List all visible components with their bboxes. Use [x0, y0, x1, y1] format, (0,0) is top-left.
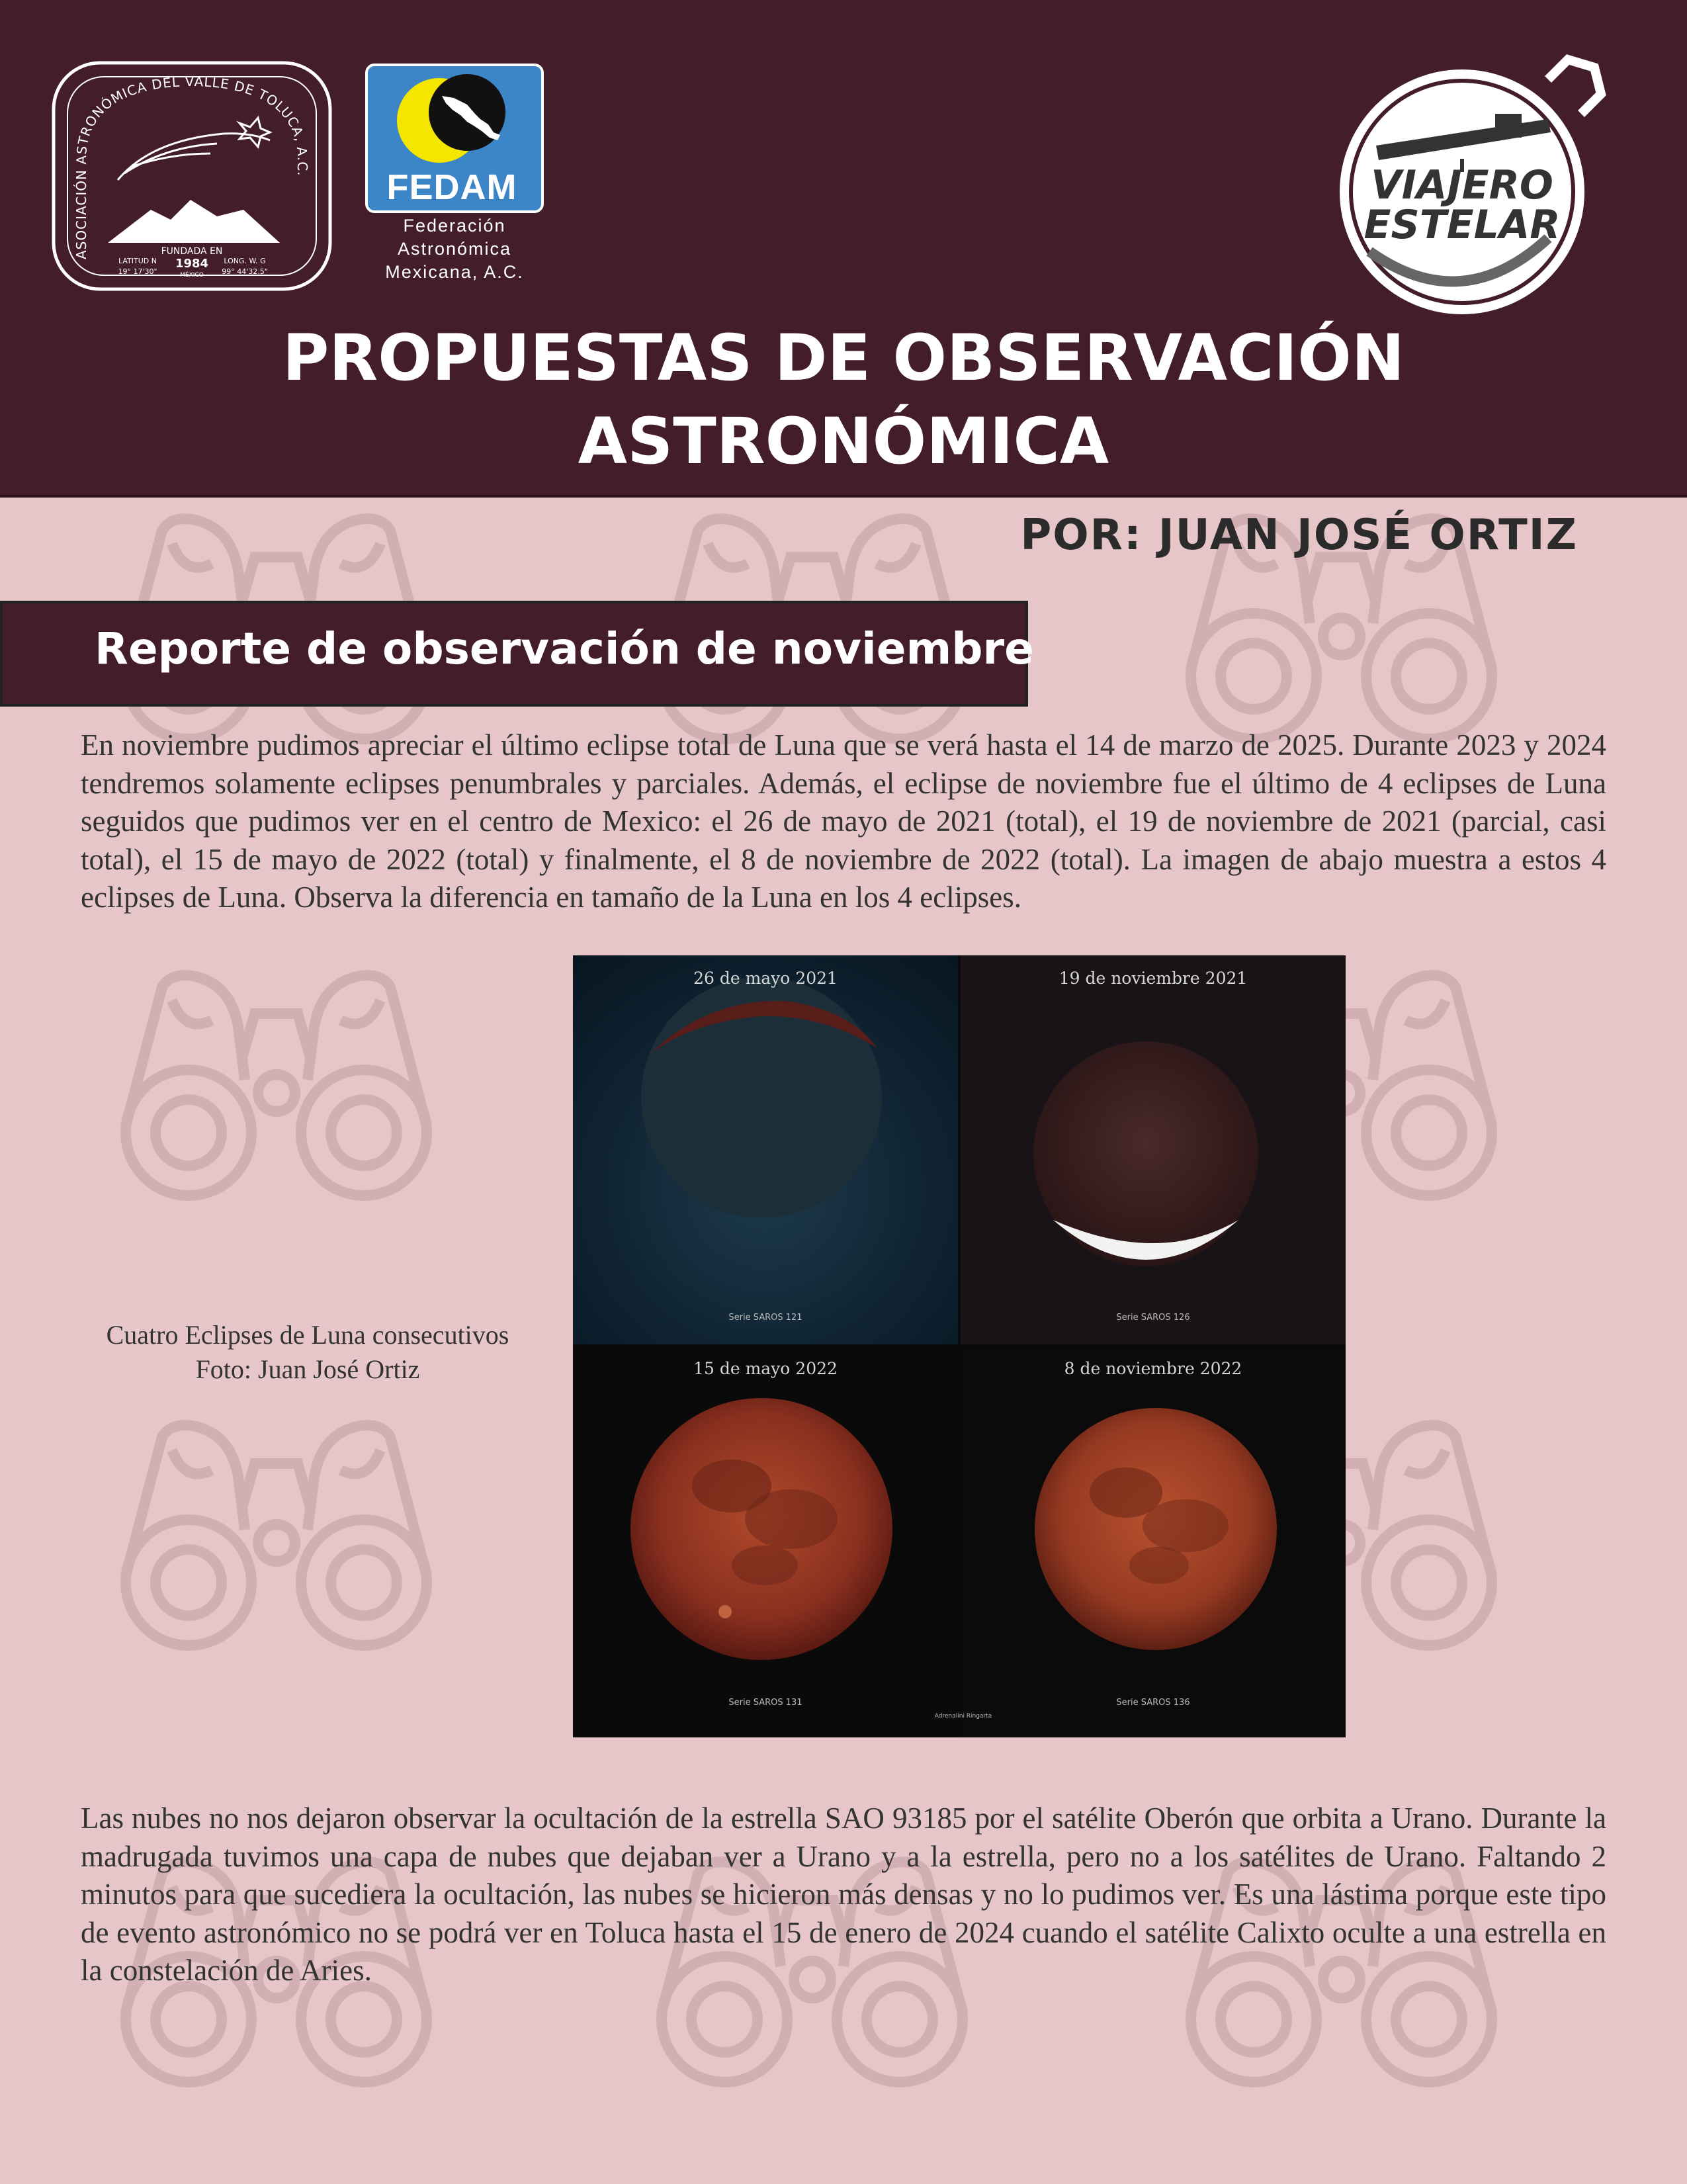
viajero-line2: ESTELAR: [1363, 202, 1561, 248]
avt-founded-year: 1984: [175, 257, 209, 271]
eclipse-date-label: 19 de noviembre 2021: [1059, 969, 1248, 988]
crescent-moon-mark-icon: [935, 1643, 988, 1710]
title-line-1: PROPUESTAS DE OBSERVACIÓN: [282, 321, 1405, 395]
eclipse-panel: [573, 955, 958, 1344]
section-title: Reporte de observación de noviembre: [95, 623, 1034, 674]
moon-image: [961, 955, 1346, 1344]
caption-line-1: Cuatro Eclipses de Luna consecutivos: [106, 1320, 509, 1350]
page-title: [182, 316, 1505, 483]
eclipse-panel: [961, 1347, 1346, 1737]
fedam-subtitle-line: Mexicana, A.C.: [385, 262, 524, 282]
saros-label: Serie SAROS 126: [1116, 1313, 1190, 1323]
saros-label: Serie SAROS 131: [728, 1698, 802, 1708]
avt-latitude-label: LATITUD N: [118, 257, 157, 265]
moon-image: [573, 1347, 958, 1737]
fedam-subtitle: [352, 214, 557, 284]
fedam-subtitle-line: Astronómica: [397, 239, 512, 259]
viajero-estelar-logo: [1330, 40, 1621, 331]
photographer-mark: Adrenalini Ringarta: [934, 1713, 992, 1720]
avt-logo-arc-text: ASOCIACIÓN ASTRONÓMICA DEL VALLE DE TOLUCA, A.C.: [73, 73, 311, 259]
avt-logo: [52, 61, 332, 291]
author-byline: POR: JUAN JOSÉ ORTIZ: [1020, 511, 1578, 560]
title-line-2: ASTRONÓMICA: [578, 404, 1109, 478]
eclipse-date-label: 15 de mayo 2022: [693, 1359, 838, 1378]
moon-image: [961, 1347, 1346, 1737]
fedam-name: FEDAM: [386, 167, 517, 207]
fedam-logo: [365, 64, 544, 288]
avt-country: MÉXICO: [180, 272, 204, 279]
eclipse-panel: [573, 1347, 958, 1737]
moon-image: [573, 955, 958, 1344]
avt-latitude-value: 19° 17'30": [118, 267, 157, 276]
viajero-line1: VIAJERO: [1371, 162, 1553, 208]
eclipse-date-label: 26 de mayo 2021: [693, 969, 838, 988]
eclipse-date-label: 8 de noviembre 2022: [1064, 1359, 1242, 1378]
fedam-subtitle-line: Federación: [403, 216, 506, 236]
saros-label: Serie SAROS 121: [728, 1313, 802, 1323]
paragraph-eclipses: En noviembre pudimos apreciar el último eclipse total de Luna que se verá hasta el 14 de marzo de 2025. Durante 2023 y 2024 tendremos solamente eclipses penumbrales y parciales. Además, el eclipse de noviembre fue el último de 4 eclipses de Luna seguidos que pudimos ver en el centro de Mexico: el 26 de mayo de 2021 (total), el 19 de noviembre de 2021 (parcial, casi total), el 15 de mayo de 2022 (total) y finalmente, el 8 de noviembre de 2022 (total). La imagen de abajo muestra a estos 4 eclipses de Luna. Observa la diferencia en tamaño de la Luna en los 4 eclipses.: [81, 728, 1606, 914]
avt-longitude-value: 99° 44'32.5": [222, 267, 268, 276]
figure-caption: [66, 1318, 549, 1387]
caption-line-2: Foto: Juan José Ortiz: [195, 1354, 420, 1384]
eclipse-photo-grid: [573, 955, 1346, 1737]
avt-founded-label: FUNDADA EN: [161, 246, 223, 257]
avt-longitude-label: LONG. W. G: [224, 257, 266, 265]
eclipse-panel: [961, 955, 1346, 1344]
saros-label: Serie SAROS 136: [1116, 1698, 1190, 1708]
paragraph-occultation: Las nubes no nos dejaron observar la ocultación de la estrella SAO 93185 por el satélite Oberón que orbita a Urano. Durante la madrugada tuvimos una capa de nubes que dejaban ver a Urano y a la estrella, pero no a los satélites de Urano. Faltando 2 minutos para que sucediera la ocultación, las nubes se hicieron más densas y no lo pudimos ver. Es una lástima porque este tipo de evento astronómico no se podrá ver en Toluca hasta el 15 de enero de 2024 cuando el satélite Calixto oculte a una estrella en la constelación de Aries.: [81, 1802, 1606, 1987]
